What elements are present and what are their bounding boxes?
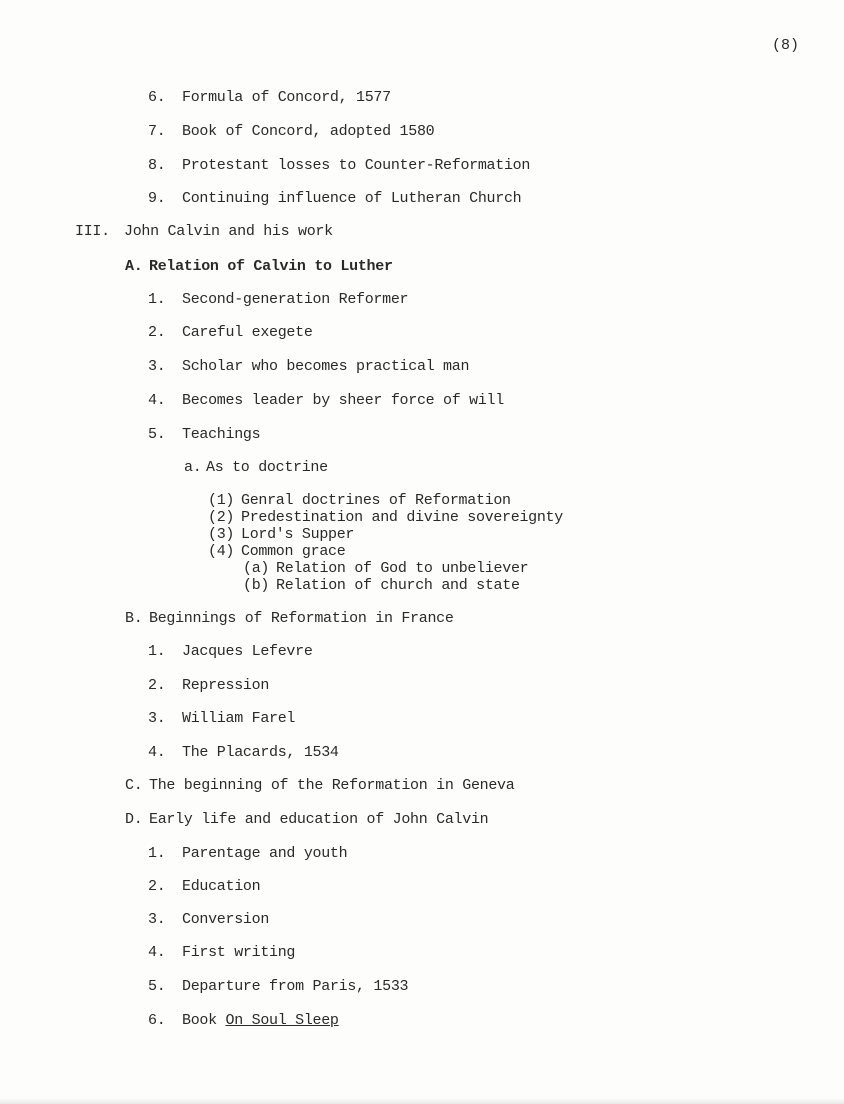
item-text: Predestination and divine sovereignty [241, 509, 563, 526]
item-text: The Placards, 1534 [182, 744, 339, 761]
item-text: Parentage and youth [182, 845, 348, 862]
item-text: As to doctrine [206, 459, 328, 476]
item-text: Conversion [182, 911, 270, 928]
book-title: On Soul Sleep [225, 1012, 339, 1029]
item-label: (2) [208, 509, 235, 526]
outline-item [148, 123, 434, 140]
outline-item [125, 777, 514, 794]
outline-item [148, 911, 269, 928]
item-text: Protestant losses to Counter-Reformation [182, 157, 531, 174]
item-label: B. [125, 610, 143, 627]
item-label: 8. [148, 157, 166, 174]
item-label: C. [125, 777, 143, 794]
item-text: Book [182, 1012, 217, 1029]
item-label: 3. [148, 911, 166, 928]
item-label: 2. [148, 878, 166, 895]
item-label: 5. [148, 978, 166, 995]
outline-item [148, 190, 521, 207]
item-label: 4. [148, 392, 166, 409]
item-label: D. [125, 811, 143, 828]
item-text: Relation of God to unbeliever [276, 560, 529, 577]
item-text: Book of Concord, adopted 1580 [182, 123, 435, 140]
item-label: (b) [243, 577, 270, 594]
outline-subitem [243, 577, 520, 594]
item-label: 3. [148, 710, 166, 727]
item-label: 6. [148, 89, 166, 106]
outline-item [148, 677, 269, 694]
item-label: (3) [208, 526, 235, 543]
outline-item [125, 811, 488, 828]
outline-item [148, 324, 313, 341]
outline-subitem [208, 509, 563, 526]
item-text: Beginnings of Reformation in France [149, 610, 454, 627]
outline-subitem [208, 543, 345, 560]
page-number: (8) [772, 37, 800, 54]
outline-item [148, 978, 408, 995]
item-text: Relation of church and state [276, 577, 520, 594]
outline-subitem [243, 560, 528, 577]
item-label: 6. [148, 1012, 166, 1029]
item-text: First writing [182, 944, 296, 961]
scan-edge [0, 1098, 844, 1104]
outline-item [148, 845, 347, 862]
outline-item [148, 89, 391, 106]
item-label: 2. [148, 677, 166, 694]
item-text: Jacques Lefevre [182, 643, 313, 660]
outline-item [184, 459, 328, 476]
item-text: Repression [182, 677, 270, 694]
item-label: 9. [148, 190, 166, 207]
item-text: Departure from Paris, 1533 [182, 978, 409, 995]
item-label: 4. [148, 944, 166, 961]
outline-item [148, 744, 339, 761]
outline-item [148, 643, 313, 660]
outline-item [148, 392, 504, 409]
outline-item [148, 944, 295, 961]
item-label: 4. [148, 744, 166, 761]
item-text: Genral doctrines of Reformation [241, 492, 511, 509]
item-text: Careful exegete [182, 324, 313, 341]
item-label: 1. [148, 845, 166, 862]
item-text: The beginning of the Reformation in Geneva [149, 777, 515, 794]
item-label: a. [184, 459, 202, 476]
item-label: 2. [148, 324, 166, 341]
outline-heading [75, 223, 333, 240]
outline-item [148, 878, 260, 895]
item-text: Common grace [241, 543, 346, 560]
item-text: Education [182, 878, 261, 895]
outline-item [148, 291, 408, 308]
item-text: Becomes leader by sheer force of will [182, 392, 504, 409]
item-text: Relation of Calvin to Luther [149, 258, 393, 275]
outline-item [148, 358, 469, 375]
item-label: 5. [148, 426, 166, 443]
item-label: III. [75, 223, 110, 240]
outline-subitem [208, 526, 354, 543]
item-label: 7. [148, 123, 166, 140]
item-text: William Farel [182, 710, 296, 727]
item-text: Scholar who becomes practical man [182, 358, 470, 375]
item-text: Early life and education of John Calvin [149, 811, 489, 828]
outline-subitem [208, 492, 511, 509]
outline-item [125, 258, 393, 275]
item-text: Teachings [182, 426, 261, 443]
outline-item [125, 610, 454, 627]
item-text: Lord's Supper [241, 526, 355, 543]
outline-item [148, 426, 260, 443]
outline-item [148, 710, 295, 727]
item-label: (4) [208, 543, 235, 560]
item-label: (a) [243, 560, 270, 577]
outline-item [148, 1012, 339, 1029]
item-text: Second-generation Reformer [182, 291, 409, 308]
item-text: Formula of Concord, 1577 [182, 89, 391, 106]
item-label: 1. [148, 291, 166, 308]
item-text: John Calvin and his work [124, 223, 333, 240]
item-label: 1. [148, 643, 166, 660]
item-label: (1) [208, 492, 235, 509]
outline-item [148, 157, 530, 174]
item-text: Continuing influence of Lutheran Church [182, 190, 522, 207]
item-label: A. [125, 258, 143, 275]
item-label: 3. [148, 358, 166, 375]
